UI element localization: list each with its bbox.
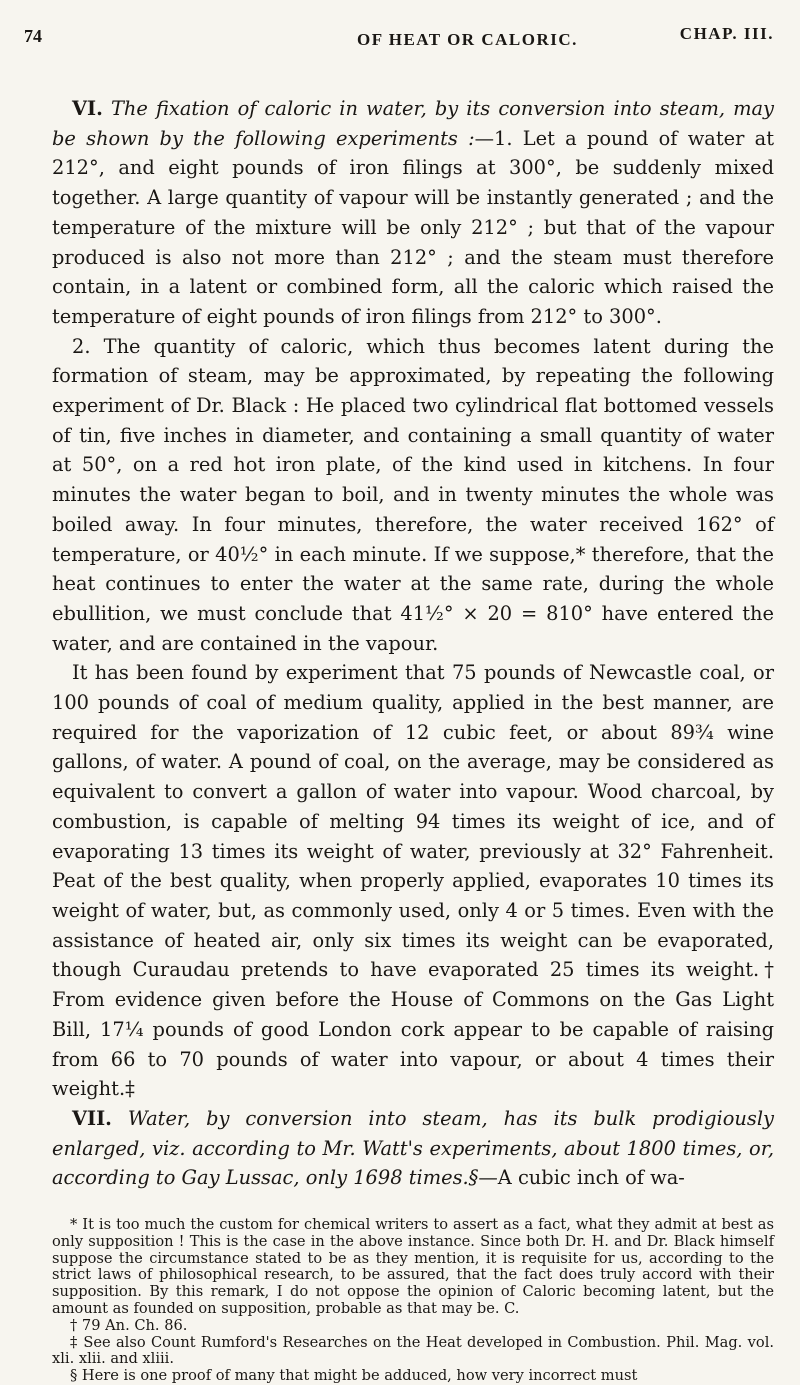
running-title: OF HEAT OR CALORIC. bbox=[357, 30, 578, 49]
running-head bbox=[24, 0, 774, 52]
paragraph: 2. The quantity of caloric, which thus becomes latent during the formation of steam, may be approximated, by repeating the following experiment of Dr. Black : He placed two cylindrical flat bottomed vessels of tin, five inches in diameter, and containing a small quantity of water at 50°, on a red hot iron plate, of the kind used in kitchens. In four minutes the water began to boil, and in twenty minutes the whole was boiled away. In four minutes, therefore, the water received 162° of temperature, or 40½° in each minute. If we suppose,* therefore, that the heat continues to enter the water at the same rate, during the whole ebullition, we must conclude that 41½° × 20 = 810° have entered the water, and are contained in the vapour. bbox=[52, 334, 774, 655]
page-number: 74 bbox=[24, 26, 42, 46]
footnote-dagger: † 79 An. Ch. 86. bbox=[70, 1316, 188, 1334]
section-numeral: VI. bbox=[72, 97, 103, 120]
footnote-star: * It is too much the custom for chemical writers to assert as a fact, what they admit at best as only supposition ! This is the case in the above instance. Since both Dr. H. and Dr. Black himself suppose the circumstance stated to be as they mention, it is requisite for us, according to the strict laws of philosophical research, to be assured, that the fact does truly accord with their supposition. By this remark, I do not oppose the opinion of Caloric becoming latent, but the amount as founded on supposition, probable as that may be. C. bbox=[52, 1216, 774, 1317]
footnotes bbox=[52, 1217, 774, 1385]
section-heading: The fixation of caloric in water, by its conversion into steam, may be shown by the following experiments : bbox=[52, 97, 774, 150]
main-text bbox=[52, 94, 774, 1193]
section-vi-paragraph bbox=[52, 94, 774, 332]
chapter-label: CHAP. III. bbox=[679, 24, 774, 43]
section-vii-paragraph bbox=[52, 1104, 774, 1193]
footnote-section: § Here is one proof of many that might be adduced, how very incorrect must bbox=[70, 1367, 638, 1385]
section-heading: Water, by conversion into steam, has its bulk prodigiously enlarged, viz. according to Mr. Watt's experiments, about 1800 times, or, according to Gay Lussac, only 1698 times.§ bbox=[52, 1106, 774, 1190]
section-text: —A cubic inch of wa- bbox=[478, 1166, 685, 1190]
section-numeral: VII. bbox=[72, 1106, 112, 1130]
footnote-double-dagger: ‡ See also Count Rumford's Researches on the Heat developed in Combustion. Phil. Mag. vol. xli. xlii. and xliii. bbox=[52, 1333, 774, 1368]
paragraph: It has been found by experiment that 75 pounds of Newcastle coal, or 100 pounds of coal of medium quality, applied in the best manner, are required for the vaporization of 12 cubic feet, or about 89¾ wine gallons, of water. A pound of coal, on the average, may be considered as equivalent to convert a gallon of water into vapour. Wood charcoal, by combustion, is capable of melting 94 times its weight of ice, and of evaporating 13 times its weight of water, previously at 32° Fahrenheit. Peat of the best quality, when properly applied, evaporates 10 times its weight of water, but, as commonly used, only 4 or 5 times. Even with the assistance of heated air, only six times its weight can be evaporated, though Curaudau pretends to have evaporated 25 times its weight.† From evidence given before the House of Commons on the Gas Light Bill, 17¼ pounds of good London cork appear to be capable of raising from 66 to 70 pounds of water into vapour, or about 4 times their weight.‡ bbox=[52, 661, 774, 1101]
section-text: —1. Let a pound of water at 212°, and eight pounds of iron filings at 300°, be suddenly mixed together. A large quantity of vapour will be instantly generated ; and the temperature of the mixture will be only 212° ; but that of the vapour produced is also not more than 212° ; and the steam must therefore contain, in a latent or combined form, all the caloric which raised the temperature of eight pounds of iron filings from 212° to 300°. bbox=[52, 126, 774, 328]
